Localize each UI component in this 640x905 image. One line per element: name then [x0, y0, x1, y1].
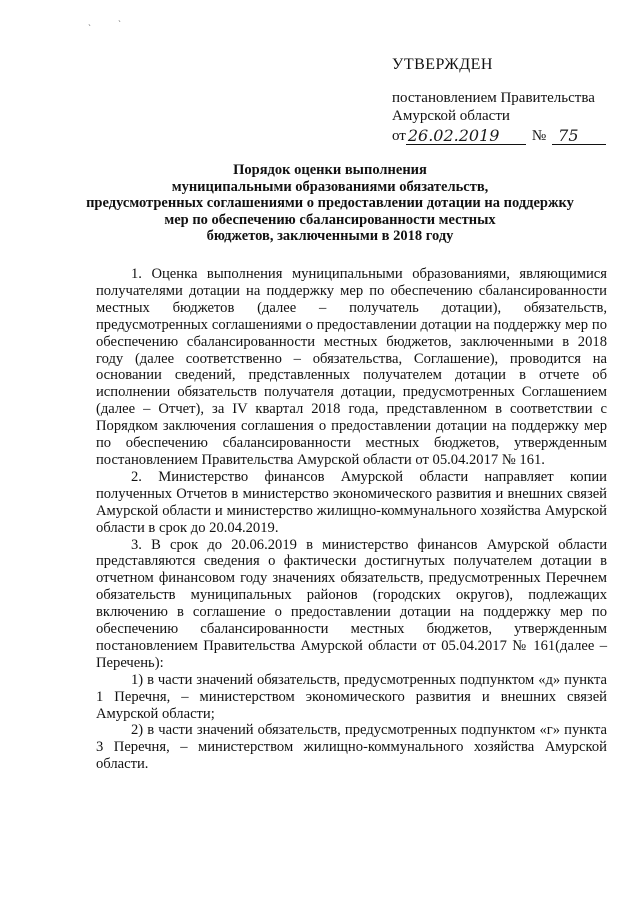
paragraph: 2) в части значений обязательств, предусмотренных подпунктом «г» пункта 3 Перечня, – министерством жилищно-коммунального хозяйства Амурской области.: [96, 722, 607, 773]
scan-speck: ˏ: [88, 16, 91, 26]
approval-date-row: [392, 127, 612, 145]
number-sign: №: [531, 128, 547, 144]
paragraph: 1) в части значений обязательств, предусмотренных подпунктом «д» пункта 1 Перечня, – министерством экономического развития и внешних связей Амурской области;: [96, 671, 607, 722]
title-line: мер по обеспечению сбалансированности местных: [164, 211, 496, 228]
handwritten-date: 26.02.2019: [406, 128, 526, 145]
scan-speck: ˎ: [118, 12, 121, 22]
date-prefix: от: [392, 128, 406, 144]
title-line: муниципальными образованиями обязательств,: [171, 178, 489, 195]
paragraph: 1. Оценка выполнения муниципальными образованиями, являющимися получателями дотации на поддержку мер по обеспечению сбалансированности местных бюджетов (далее – получатель дотации), обязательств, предусмотренных соглашениями о предоставлении дотации на поддержку мер по обеспечению сбалансированности местных бюджетов, заключенными в 2018 году (далее соответственно – обязательства, Соглашение), проводится на основании сведений, представленных получателем дотации в отчете об исполнении обязательств получателя дотации, предусмотренных Соглашением (далее – Отчет), за IV квартал 2018 года, представленном в соответствии с Порядком заключения соглашения о предоставлении дотации на поддержку мер по обеспечению сбалансированности местных бюджетов, утвержденным постановлением Правительства Амурской области от 05.04.2017 № 161.: [96, 266, 607, 468]
approval-heading: УТВЕРЖДЕН: [392, 56, 493, 73]
paragraph: 3. В срок до 20.06.2019 в министерство финансов Амурской области представляются сведения о фактически достигнутых получателем дотации в отчетном финансовом году значениях обязательств, предусмотренных Перечнем обязательств муниципальных районов (городских округов), подлежащих включению в соглашение о предоставлении дотации на поддержку мер по обеспечению сбалансированности местных бюджетов, утвержденным постановлением Правительства Амурской области от 05.04.2017 № 161(далее – Перечень):: [96, 536, 607, 671]
approval-line-1: постановлением Правительства: [392, 90, 595, 106]
document-body: [96, 266, 607, 773]
title-line: предусмотренных соглашениями о предоставлении дотации на поддержку: [86, 195, 574, 211]
title-line: Порядок оценки выполнения: [233, 162, 427, 178]
title-line: бюджетов, заключенными в 2018 году: [206, 228, 454, 244]
handwritten-number: 75: [552, 128, 606, 145]
paragraph: 2. Министерство финансов Амурской области направляет копии полученных Отчетов в министерство экономического развития и внешних связей Амурской области и министерство жилищно-коммунального хозяйства Амурской области в срок до 20.04.2019.: [96, 468, 607, 536]
approval-block: [392, 56, 612, 145]
document-title: [60, 162, 600, 245]
approval-line-2: Амурской области: [392, 108, 510, 124]
